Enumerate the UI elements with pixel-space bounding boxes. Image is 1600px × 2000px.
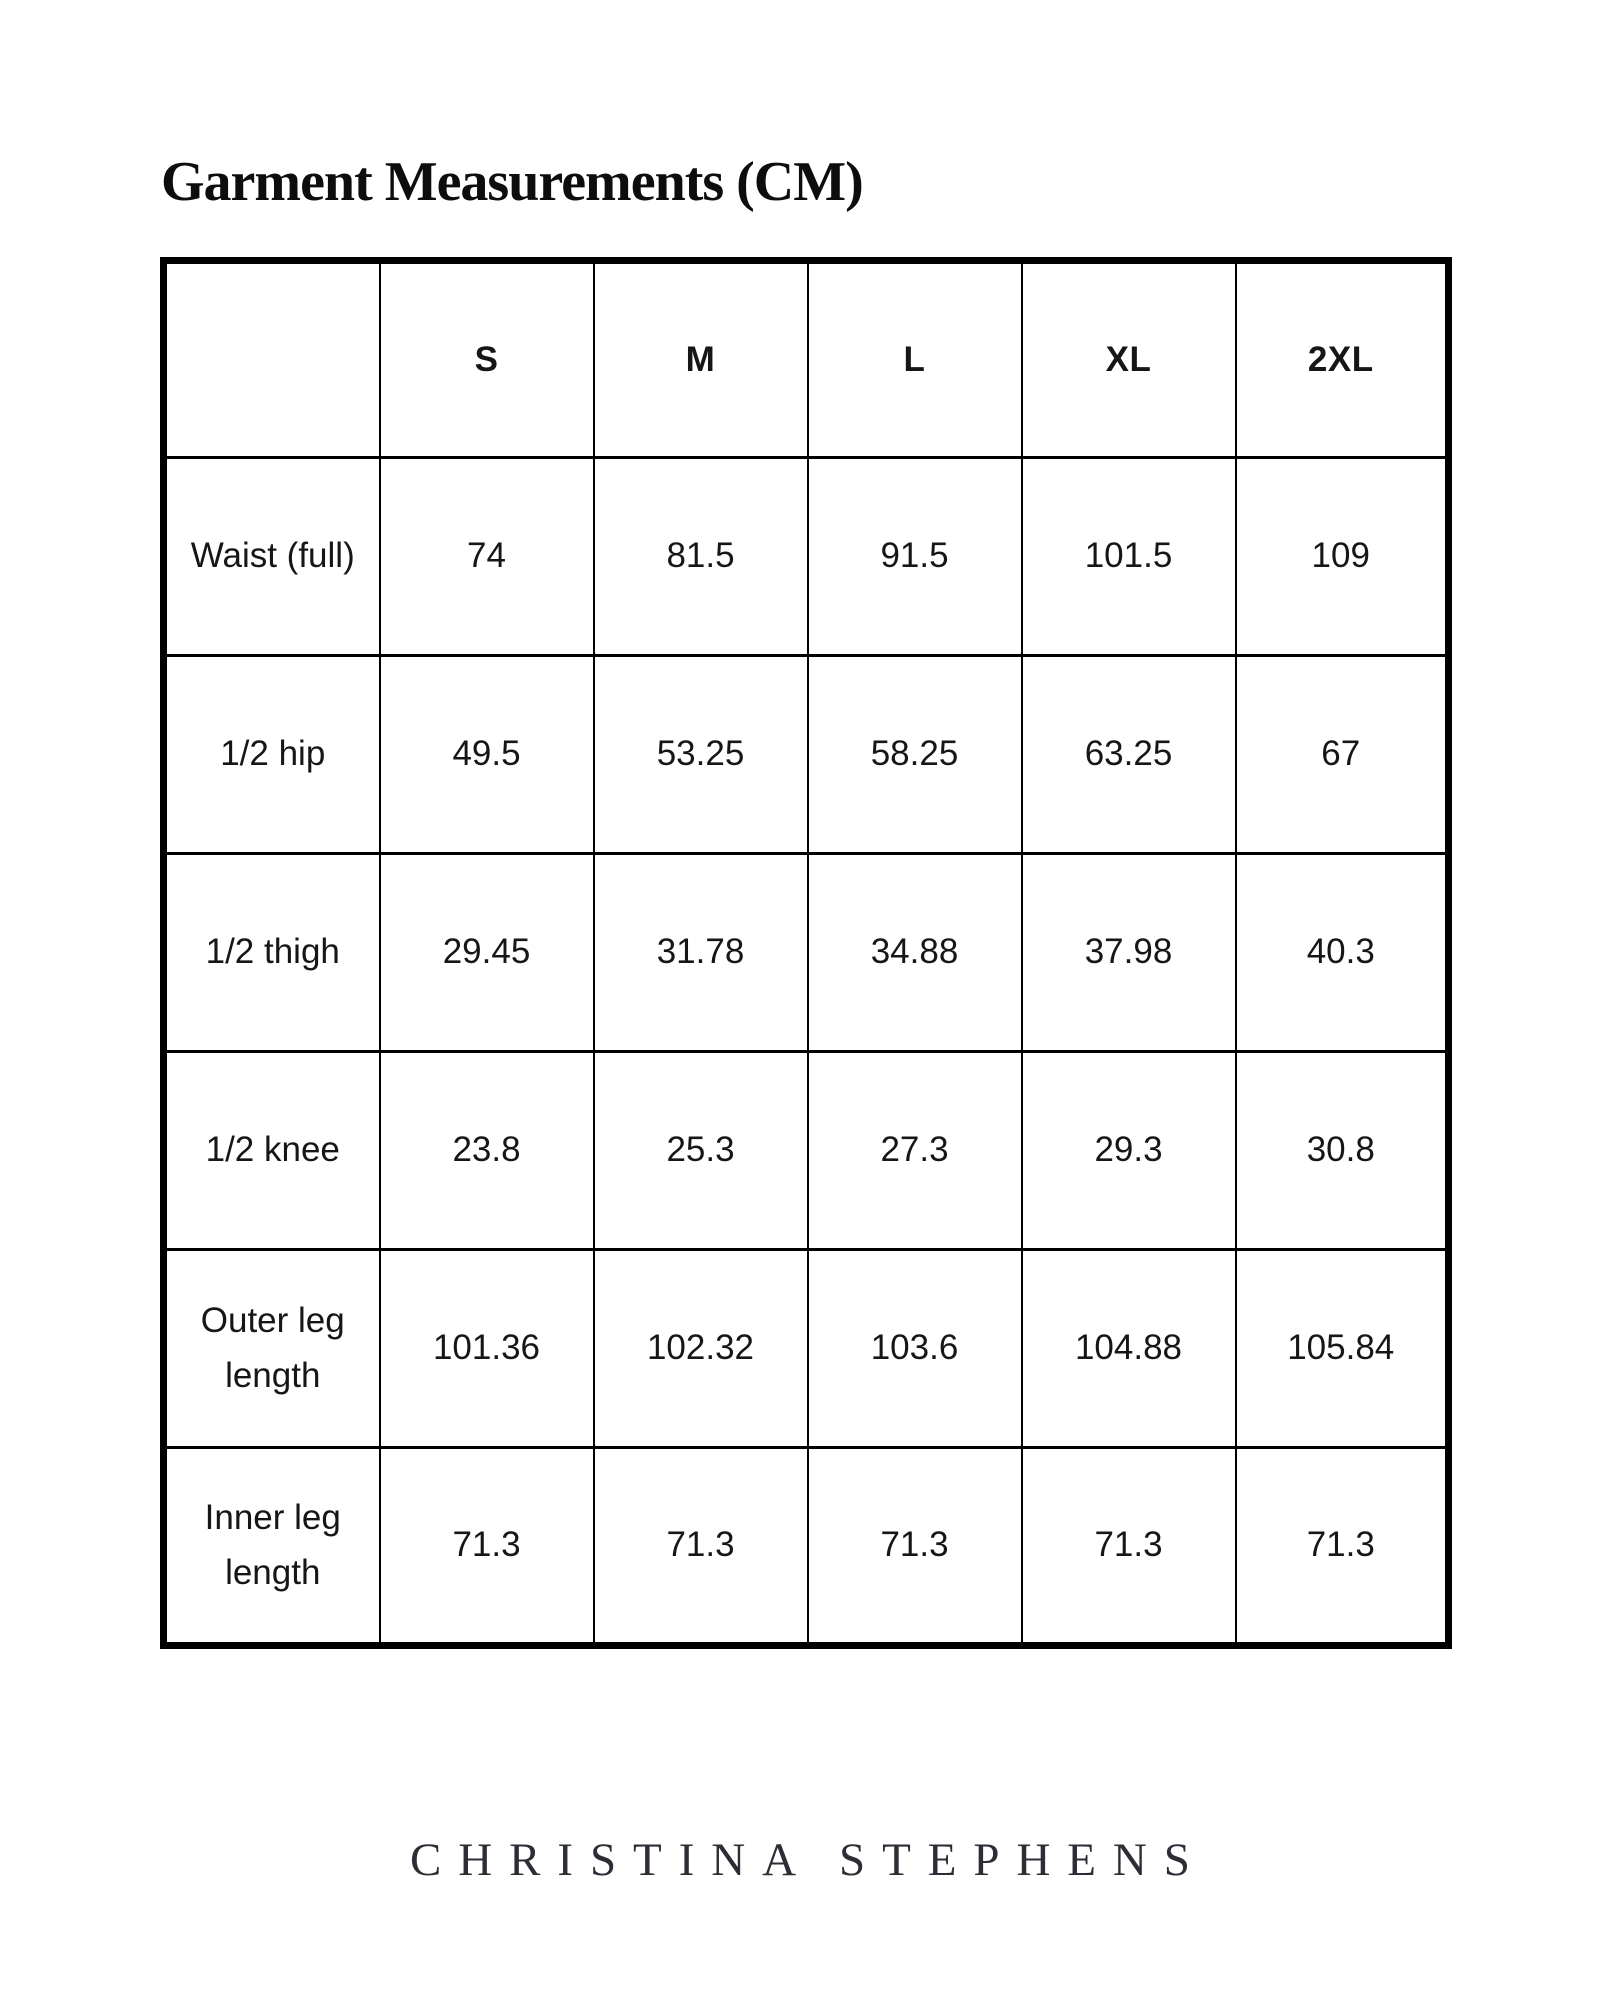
row-label-half-thigh: 1/2 thigh [164, 854, 380, 1052]
row-label-inner-leg: Inner leg length [164, 1448, 380, 1646]
table-row-waist [164, 458, 1449, 656]
garment-measurements-table [160, 257, 1452, 1649]
cell-knee-s: 23.8 [380, 1052, 594, 1250]
cell-thigh-m: 31.78 [594, 854, 808, 1052]
cell-thigh-2xl: 40.3 [1236, 854, 1449, 1052]
cell-hip-2xl: 67 [1236, 656, 1449, 854]
row-label-waist: Waist (full) [164, 458, 380, 656]
cell-waist-m: 81.5 [594, 458, 808, 656]
header-cell-blank [164, 261, 380, 458]
table-row-half-hip [164, 656, 1449, 854]
cell-inner-2xl: 71.3 [1236, 1448, 1449, 1646]
cell-waist-s: 74 [380, 458, 594, 656]
table-header-row [164, 261, 1449, 458]
header-cell-size-2xl: 2XL [1236, 261, 1449, 458]
row-label-half-hip: 1/2 hip [164, 656, 380, 854]
header-cell-size-m: M [594, 261, 808, 458]
cell-inner-m: 71.3 [594, 1448, 808, 1646]
cell-inner-l: 71.3 [808, 1448, 1022, 1646]
table-row-inner-leg [164, 1448, 1449, 1646]
cell-inner-s: 71.3 [380, 1448, 594, 1646]
cell-hip-s: 49.5 [380, 656, 594, 854]
cell-knee-l: 27.3 [808, 1052, 1022, 1250]
cell-thigh-xl: 37.98 [1022, 854, 1236, 1052]
cell-hip-l: 58.25 [808, 656, 1022, 854]
cell-inner-xl: 71.3 [1022, 1448, 1236, 1646]
cell-thigh-s: 29.45 [380, 854, 594, 1052]
cell-waist-2xl: 109 [1236, 458, 1449, 656]
cell-waist-l: 91.5 [808, 458, 1022, 656]
header-cell-size-xl: XL [1022, 261, 1236, 458]
cell-outer-s: 101.36 [380, 1250, 594, 1448]
page-title: Garment Measurements (CM) [161, 151, 863, 213]
table-row-half-knee [164, 1052, 1449, 1250]
cell-waist-xl: 101.5 [1022, 458, 1236, 656]
header-cell-size-s: S [380, 261, 594, 458]
cell-knee-m: 25.3 [594, 1052, 808, 1250]
cell-outer-xl: 104.88 [1022, 1250, 1236, 1448]
cell-knee-xl: 29.3 [1022, 1052, 1236, 1250]
table-row-outer-leg [164, 1250, 1449, 1448]
header-cell-size-l: L [808, 261, 1022, 458]
brand-wordmark: CHRISTINA STEPHENS [410, 1834, 1207, 1886]
table-row-half-thigh [164, 854, 1449, 1052]
cell-outer-m: 102.32 [594, 1250, 808, 1448]
row-label-half-knee: 1/2 knee [164, 1052, 380, 1250]
cell-hip-xl: 63.25 [1022, 656, 1236, 854]
cell-knee-2xl: 30.8 [1236, 1052, 1449, 1250]
cell-hip-m: 53.25 [594, 656, 808, 854]
row-label-outer-leg: Outer leg length [164, 1250, 380, 1448]
cell-outer-l: 103.6 [808, 1250, 1022, 1448]
cell-outer-2xl: 105.84 [1236, 1250, 1449, 1448]
cell-thigh-l: 34.88 [808, 854, 1022, 1052]
